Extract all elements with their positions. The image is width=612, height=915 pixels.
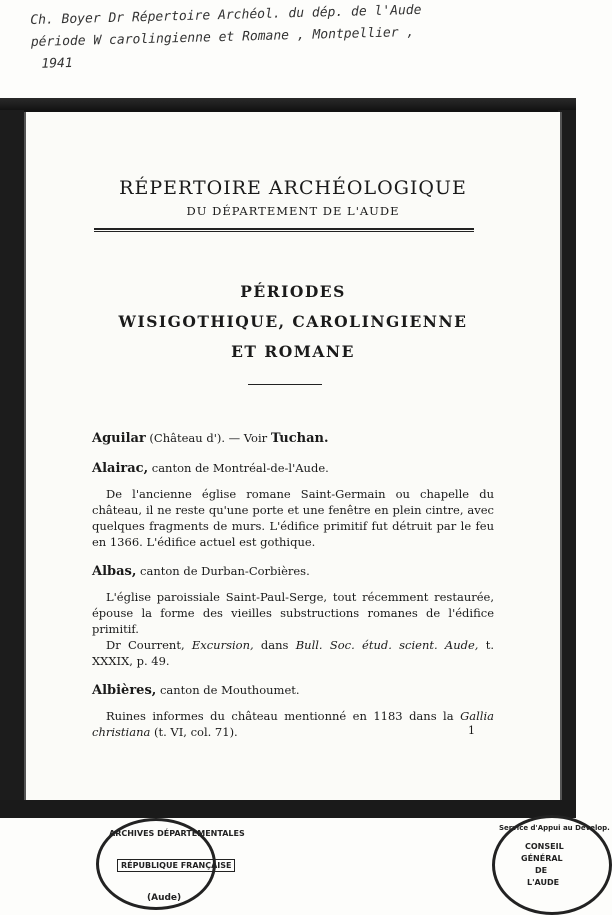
handwritten-line-3: 1941 [41,55,73,72]
entry-reference [92,637,494,669]
ref-in: dans [253,638,296,652]
page-subtitle: DU DÉPARTEMENT DE L'AUDE [186,204,400,218]
page-title: RÉPERTOIRE ARCHÉOLOGIQUE [119,177,467,199]
entry-name: Alairac, [92,461,149,476]
entry-name: Albas, [92,564,137,579]
stamp-right-center-1: CONSEIL [525,842,564,851]
entry-name: Albières, [92,683,157,698]
entry-text-italic: Gallia christiana [92,709,494,739]
entry-text: L'église paroissiale Saint-Paul-Serge, tout récemment restaurée, épouse la forme des vieilles substructions romanes de l'édifice primitif. [92,590,494,636]
entry-text: De l'ancienne église romane Saint-Germain ou chapelle du château, il ne reste qu'une porte et une fenêtre en plein cintre, avec quelques fragments de murs. L'édifice primitif fut détruit par le feu en 1366. L'édifice actuel est gothique. [92,487,494,549]
entry-aguilar [92,430,494,447]
ref-tail: t. XXXIX, p. 49. [92,638,494,668]
entry-location: canton de Montréal-de-l'Aude. [148,461,329,475]
stamp-right-center-3: DE [535,866,548,875]
page-number: 1 [468,724,475,737]
archives-stamp [96,818,245,910]
period-heading-1: PÉRIODES [240,282,346,301]
document-page [24,112,562,802]
scan-border-left [0,110,24,810]
handwritten-line-1: Ch. Boyer Dr Répertoire Archéol. du dép. de l'Aude [30,2,422,28]
entry-location: canton de Durban-Corbières. [136,564,310,578]
ref-work: Excursion, [191,638,254,652]
entry-albas [92,563,494,669]
entry-detail: (Château d'). — Voir [145,431,271,445]
entry-name: Aguilar [92,431,146,446]
stamp-right-center-2: GÉNÉRAL [521,854,563,863]
period-heading-3: ET ROMANE [231,342,355,361]
stamp-left-bottom: (Aude) [147,893,182,903]
ref-author: Dr Courrent, [106,638,185,652]
stamp-right-center-4: L'AUDE [527,878,560,887]
entry-text: Ruines informes du château mentionné en 1183 dans la Gallia christiana (t. VI, col. 71). [92,709,494,739]
title-rule [94,228,474,232]
handwritten-line-2: période W carolingienne et Romane , Montpellier , [30,24,415,50]
entry-location: canton de Mouthoumet. [156,683,300,697]
ref-journal: Bull. Soc. étud. scient. Aude, [295,638,479,652]
handwritten-note [30,0,552,76]
period-heading-2: WISIGOTHIQUE, CAROLINGIENNE [118,312,468,331]
stamp-right-top: Service d'Appui au Dévelop. [499,824,610,832]
entry-ref: Tuchan. [270,431,329,446]
entries-list [92,430,494,753]
stamp-left-center: RÉPUBLIQUE FRANÇAISE [117,859,235,872]
scan-border-bottom [0,800,576,818]
entry-albieres [92,682,494,740]
section-divider [248,384,322,385]
entry-alairac [92,460,494,550]
stamp-left-top: ARCHIVES DÉPARTEMENTALES [109,829,245,838]
conseil-general-stamp [492,815,612,915]
